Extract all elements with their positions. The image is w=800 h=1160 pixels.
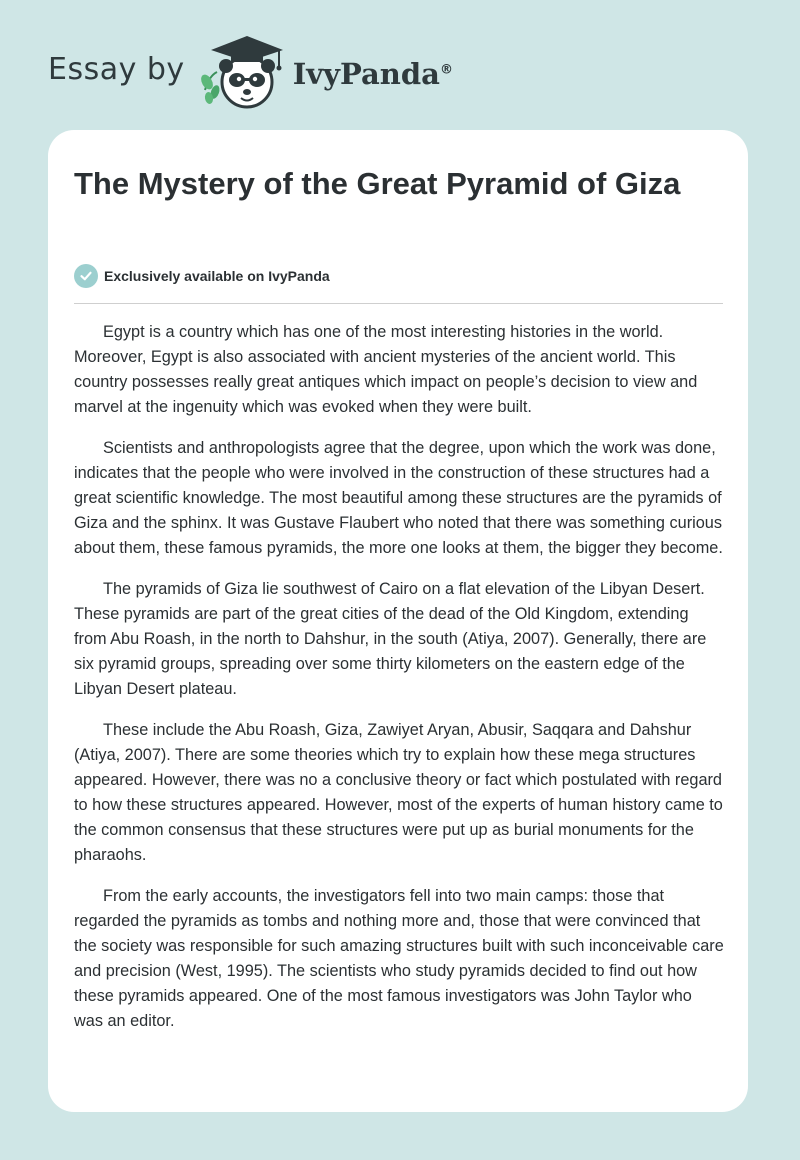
check-icon xyxy=(74,264,98,288)
panda-graduate-logo-icon[interactable] xyxy=(195,32,289,112)
brand-name-text: IvyPanda xyxy=(292,57,440,91)
registered-mark: ® xyxy=(439,62,453,78)
paragraph: Scientists and anthropologists agree that the degree, upon which the work was done, indicates that the people who were involved in the construction of these structures had a great scientific knowledge. The most beautiful among these structures are the pyramids of Giza and the sphinx. It was Gustave Flaubert who noted that there was something curious about them, these famous pyramids, the more one looks at them, the bigger they become. xyxy=(74,439,723,557)
exclusive-badge-label: Exclusively available on IvyPanda xyxy=(104,268,330,284)
paragraph: The pyramids of Giza lie southwest of Cairo on a flat elevation of the Libyan Desert. These pyramids are part of the great cities of the dead of the Old Kingdom, extending from Abu Roash, in the north to Dahshur, in the south (Atiya, 2007). Generally, there are six pyramid groups, spreading over some thirty kilometers on the eastern edge of the Libyan Desert plateau. xyxy=(74,580,707,698)
paragraph: From the early accounts, the investigators fell into two main camps: those that regarded the pyramids as tombs and nothing more and, those that were convinced that the society was responsible for such amazing structures built with such inconceivable care and precision (West, 1995). The scientists who study pyramids decided to find out how these pyramids appeared. One of the most famous investigators was John Taylor who was an editor. xyxy=(74,887,724,1030)
divider xyxy=(74,303,723,304)
essay-card xyxy=(48,130,748,1112)
essay-body xyxy=(74,320,724,1050)
paragraph: These include the Abu Roash, Giza, Zawiyet Aryan, Abusir, Saqqara and Dahshur (Atiya, 2007). There are some theories which try to explain how these mega structures appeared. However, there was no a conclusive theory or fact which postulated with regard to how these structures appeared. However, most of the experts of human history came to the common consensus that these structures were put up as burial monuments for the pharaohs. xyxy=(74,721,723,864)
essay-title: The Mystery of the Great Pyramid of Giza xyxy=(74,166,681,201)
paragraph: Egypt is a country which has one of the most interesting histories in the world. Moreover, Egypt is also associated with ancient mysteries of the ancient world. This country possesses really great antiques which impact on people’s decision to view and marvel at the ingenuity which was evoked when they were built. xyxy=(74,323,698,416)
brand-name xyxy=(293,57,453,91)
essay-by-label: Essay by xyxy=(48,51,185,87)
exclusive-badge xyxy=(74,264,330,288)
site-header xyxy=(48,32,453,112)
